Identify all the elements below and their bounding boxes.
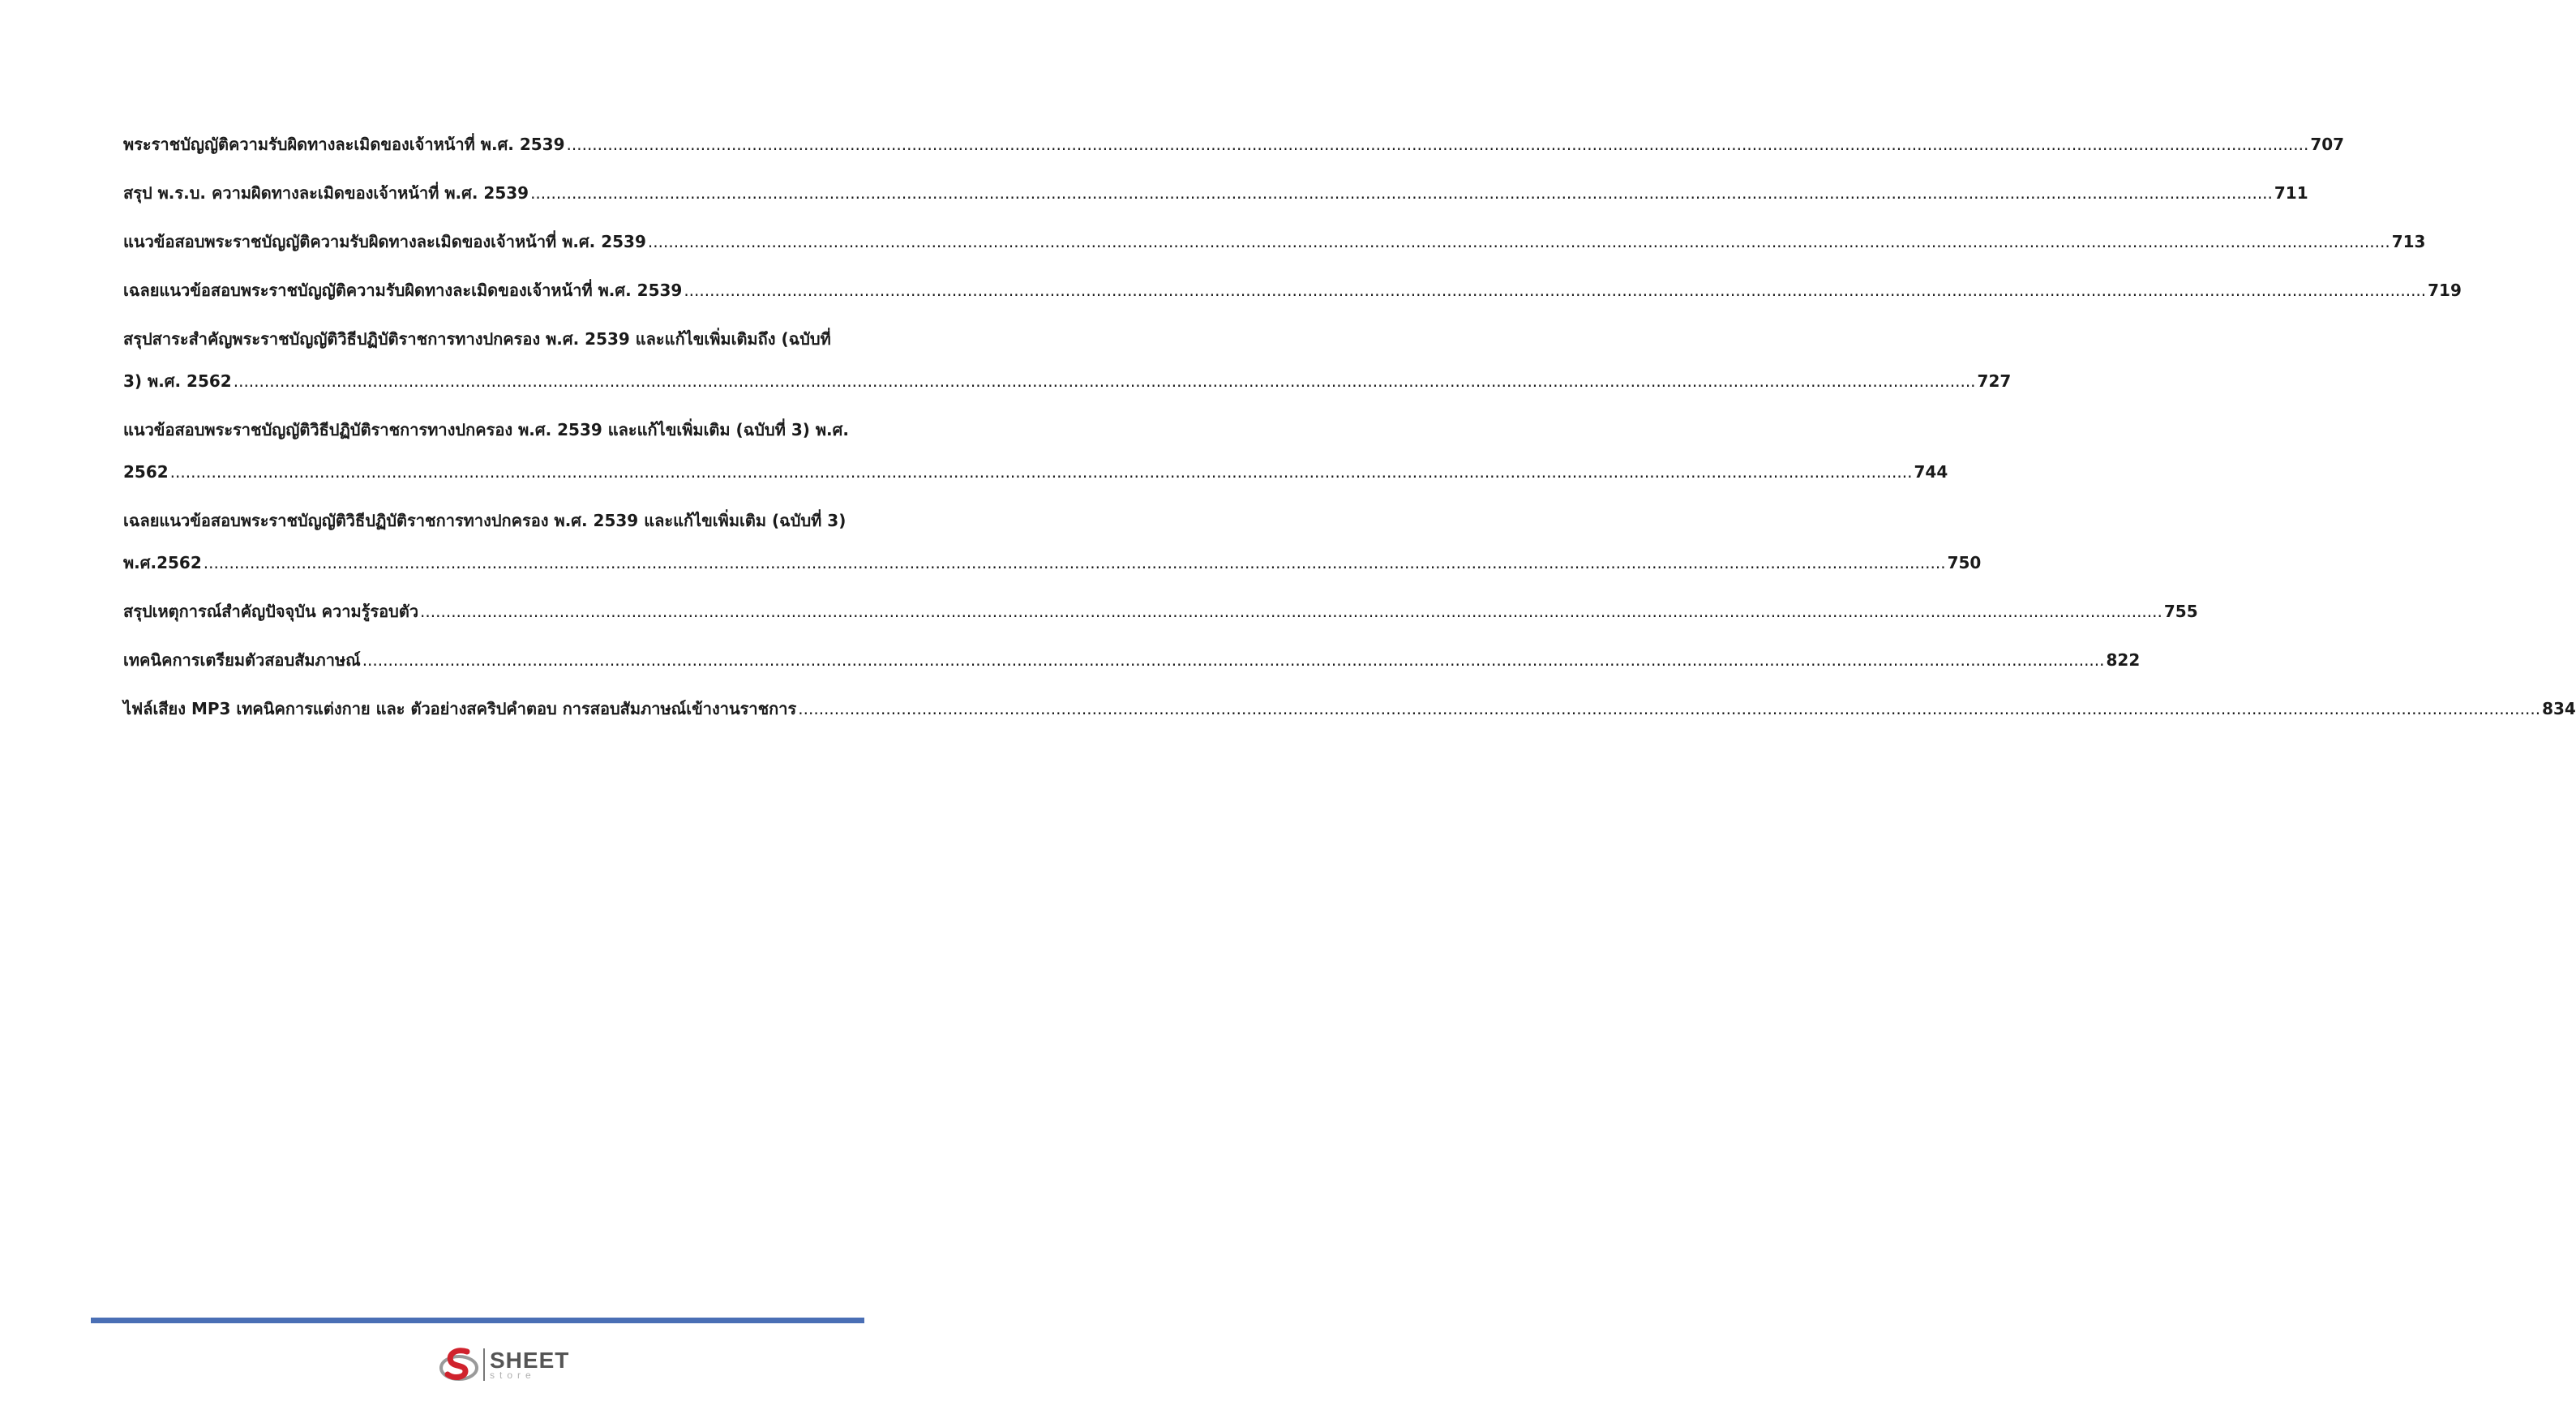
toc-entry-title-line1: สรุปสาระสำคัญพระราชบัญญัติวิธีปฏิบัติราชการทางปกครอง พ.ศ. 2539 และแก้ไขเพิ่มเติมถึง (ฉบับที่	[123, 329, 831, 349]
toc-entry[interactable]	[123, 221, 2426, 263]
toc-entry-page: 834	[2542, 699, 2576, 718]
toc-entry-page: 707	[2310, 135, 2345, 154]
footer-rule	[91, 1318, 864, 1323]
toc-entry-title: พระราชบัญญัติความรับผิดทางละเมิดของเจ้าหน้าที่ พ.ศ. 2539	[123, 135, 565, 154]
toc-entry[interactable]	[123, 123, 2345, 165]
toc-entry[interactable]	[123, 688, 2576, 730]
logo-sub-text: store	[490, 1369, 536, 1381]
toc-entry-title: เทคนิคการเตรียมตัวสอบสัมภาษณ์	[123, 650, 361, 670]
toc-entry[interactable]	[123, 639, 2141, 681]
toc-entry-title: ไฟล์เสียง MP3 เทคนิคการแต่งกาย และ ตัวอย่างสคริปคำตอบ การสอบสัมภาษณ์เข้างานราชการ	[123, 699, 797, 718]
toc-entry-title-line1: แนวข้อสอบพระราชบัญญัติวิธีปฏิบัติราชการทางปกครอง พ.ศ. 2539 และแก้ไขเพิ่มเติม (ฉบับที่ 3) พ.ศ.	[123, 420, 849, 439]
toc-entry-page: 727	[1977, 371, 2012, 391]
toc-entry[interactable]	[123, 409, 1948, 493]
logo-text	[490, 1349, 569, 1380]
dot-leader	[170, 451, 1913, 493]
toc-entry-title-line2: พ.ศ.2562	[123, 553, 202, 572]
logo-main-text: SHEET	[490, 1348, 570, 1373]
toc-entry-title: สรุป พ.ร.บ. ความผิดทางละเมิดของเจ้าหน้าที่ พ.ศ. 2539	[123, 183, 529, 203]
dot-leader	[362, 639, 2105, 681]
dot-leader	[684, 269, 2426, 311]
table-of-contents	[123, 123, 2576, 736]
toc-entry[interactable]	[123, 590, 2198, 632]
toc-entry-page: 750	[1947, 553, 1982, 572]
dot-leader	[567, 123, 2309, 165]
dot-leader	[798, 688, 2540, 730]
toc-entry-title-line2: 2562	[123, 462, 169, 482]
dot-leader	[234, 360, 1976, 402]
dot-leader	[204, 542, 1946, 584]
toc-entry-title: เฉลยแนวข้อสอบพระราชบัญญัติความรับผิดทางละเมิดของเจ้าหน้าที่ พ.ศ. 2539	[123, 281, 683, 300]
toc-entry[interactable]	[123, 499, 1982, 584]
toc-entry[interactable]	[123, 269, 2462, 311]
logo-separator	[483, 1348, 485, 1381]
toc-entry[interactable]	[123, 172, 2308, 214]
toc-entry-page: 744	[1914, 462, 1948, 482]
toc-entry-page: 713	[2391, 232, 2426, 251]
dot-leader	[530, 172, 2273, 214]
toc-entry-page: 755	[2163, 602, 2198, 621]
toc-entry-title-line1: เฉลยแนวข้อสอบพระราชบัญญัติวิธีปฏิบัติราชการทางปกครอง พ.ศ. 2539 และแก้ไขเพิ่มเติม (ฉบับที่ 3)	[123, 511, 847, 530]
toc-entry-title: แนวข้อสอบพระราชบัญญัติความรับผิดทางละเมิดของเจ้าหน้าที่ พ.ศ. 2539	[123, 232, 646, 251]
dot-leader	[648, 221, 2390, 263]
toc-entry-title-line2: 3) พ.ศ. 2562	[123, 371, 232, 391]
toc-entry-page: 719	[2428, 281, 2462, 300]
toc-entry-title: สรุปเหตุการณ์สำคัญปัจจุบัน ความรู้รอบตัว	[123, 602, 419, 621]
dot-leader	[420, 590, 2162, 632]
sheet-store-logo	[438, 1342, 569, 1387]
toc-entry[interactable]	[123, 318, 2012, 402]
toc-entry-page: 711	[2274, 183, 2308, 203]
sheet-store-logo-icon	[438, 1344, 480, 1386]
toc-entry-page: 822	[2106, 650, 2141, 670]
